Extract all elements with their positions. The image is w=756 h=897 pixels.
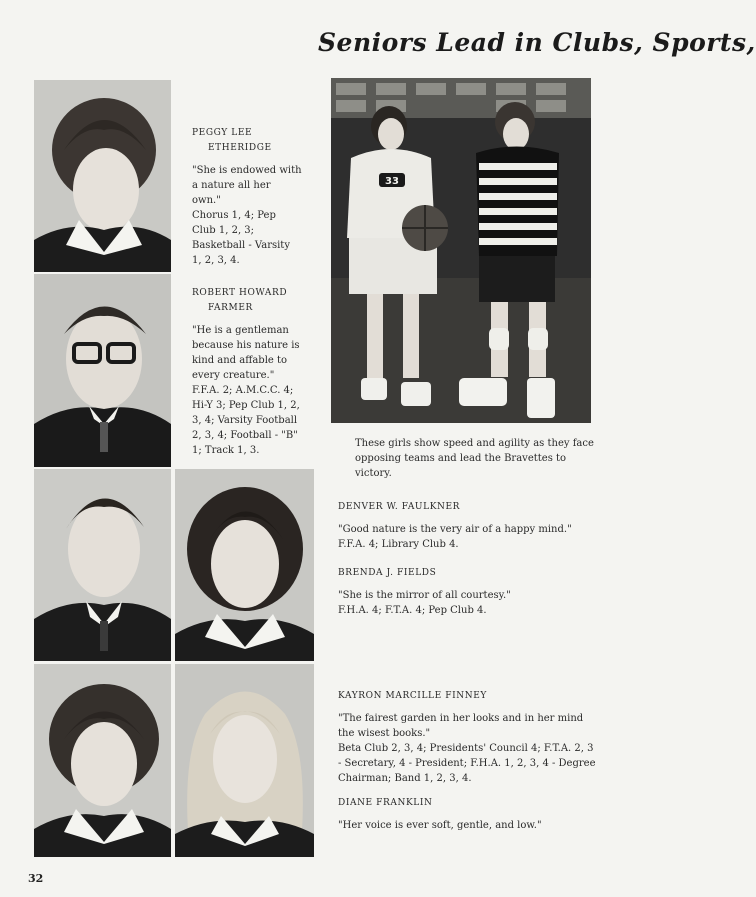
senior-activities: F.F.A. 4; Library Club 4. [338, 539, 459, 550]
senior-name: FARMER [208, 303, 253, 313]
bio-denver-faulkner [338, 500, 598, 552]
senior-name: PEGGY LEE [192, 128, 253, 138]
senior-activities: F.F.A. 2; A.M.C.C. 4; Hi-Y 3; Pep Club 1, 2, 3, 4; Varsity Football 2, 3, 4; Football - "B" 1; Track 1, 3. [192, 385, 300, 456]
page-headline: Seniors Lead in Clubs, Sports, [318, 28, 756, 57]
senior-quote: "She is endowed with a nature all her own." [192, 165, 302, 206]
senior-name: KAYRON MARCILLE FINNEY [338, 691, 487, 701]
portrait-diane-franklin [175, 664, 314, 857]
senior-activities: Beta Club 2, 3, 4; Presidents' Council 4; F.T.A. 2, 3 - Secretary, 4 - President; F.H.A. 1, 2, 3, 4 - Degree Chairman; Band 1, 2, 3, 4. [338, 743, 596, 784]
senior-name: BRENDA J. FIELDS [338, 568, 437, 578]
bio-kayron-finney [338, 689, 596, 786]
senior-activities: Chorus 1, 4; Pep Club 1, 2, 3; Basketball - Varsity 1, 2, 3, 4. [192, 210, 290, 266]
portrait-robert-farmer [34, 274, 171, 467]
senior-name: ETHERIDGE [208, 143, 272, 153]
senior-name: ROBERT HOWARD [192, 288, 288, 298]
senior-activities: F.H.A. 4; F.T.A. 4; Pep Club 4. [338, 605, 487, 616]
senior-name: DIANE FRANKLIN [338, 798, 433, 808]
senior-quote: "She is the mirror of all courtesy." [338, 590, 511, 601]
senior-quote: "He is a gentleman because his nature is kind and affable to every creature." [192, 325, 300, 381]
portrait-kayron-finney [34, 664, 171, 857]
photo-caption: These girls show speed and agility as they face opposing teams and lead the Bravettes to victory. [355, 438, 594, 479]
senior-name: DENVER W. FAULKNER [338, 502, 461, 512]
portrait-brenda-fields [175, 469, 314, 661]
bio-robert-farmer [192, 286, 304, 458]
senior-quote: "Good nature is the very air of a happy mind." [338, 524, 572, 535]
portrait-denver-faulkner [34, 469, 171, 661]
team-photo-basketball [331, 78, 591, 423]
senior-quote: "Her voice is ever soft, gentle, and low." [338, 820, 542, 831]
page-number: 32 [28, 872, 44, 885]
bio-brenda-fields [338, 566, 598, 618]
portrait-peggy-etheridge [34, 80, 171, 272]
senior-quote: "The fairest garden in her looks and in her mind the wisest books." [338, 713, 584, 739]
bio-diane-franklin [338, 796, 596, 833]
uniform-number: 33 [385, 176, 399, 187]
bio-peggy-etheridge [192, 126, 302, 268]
